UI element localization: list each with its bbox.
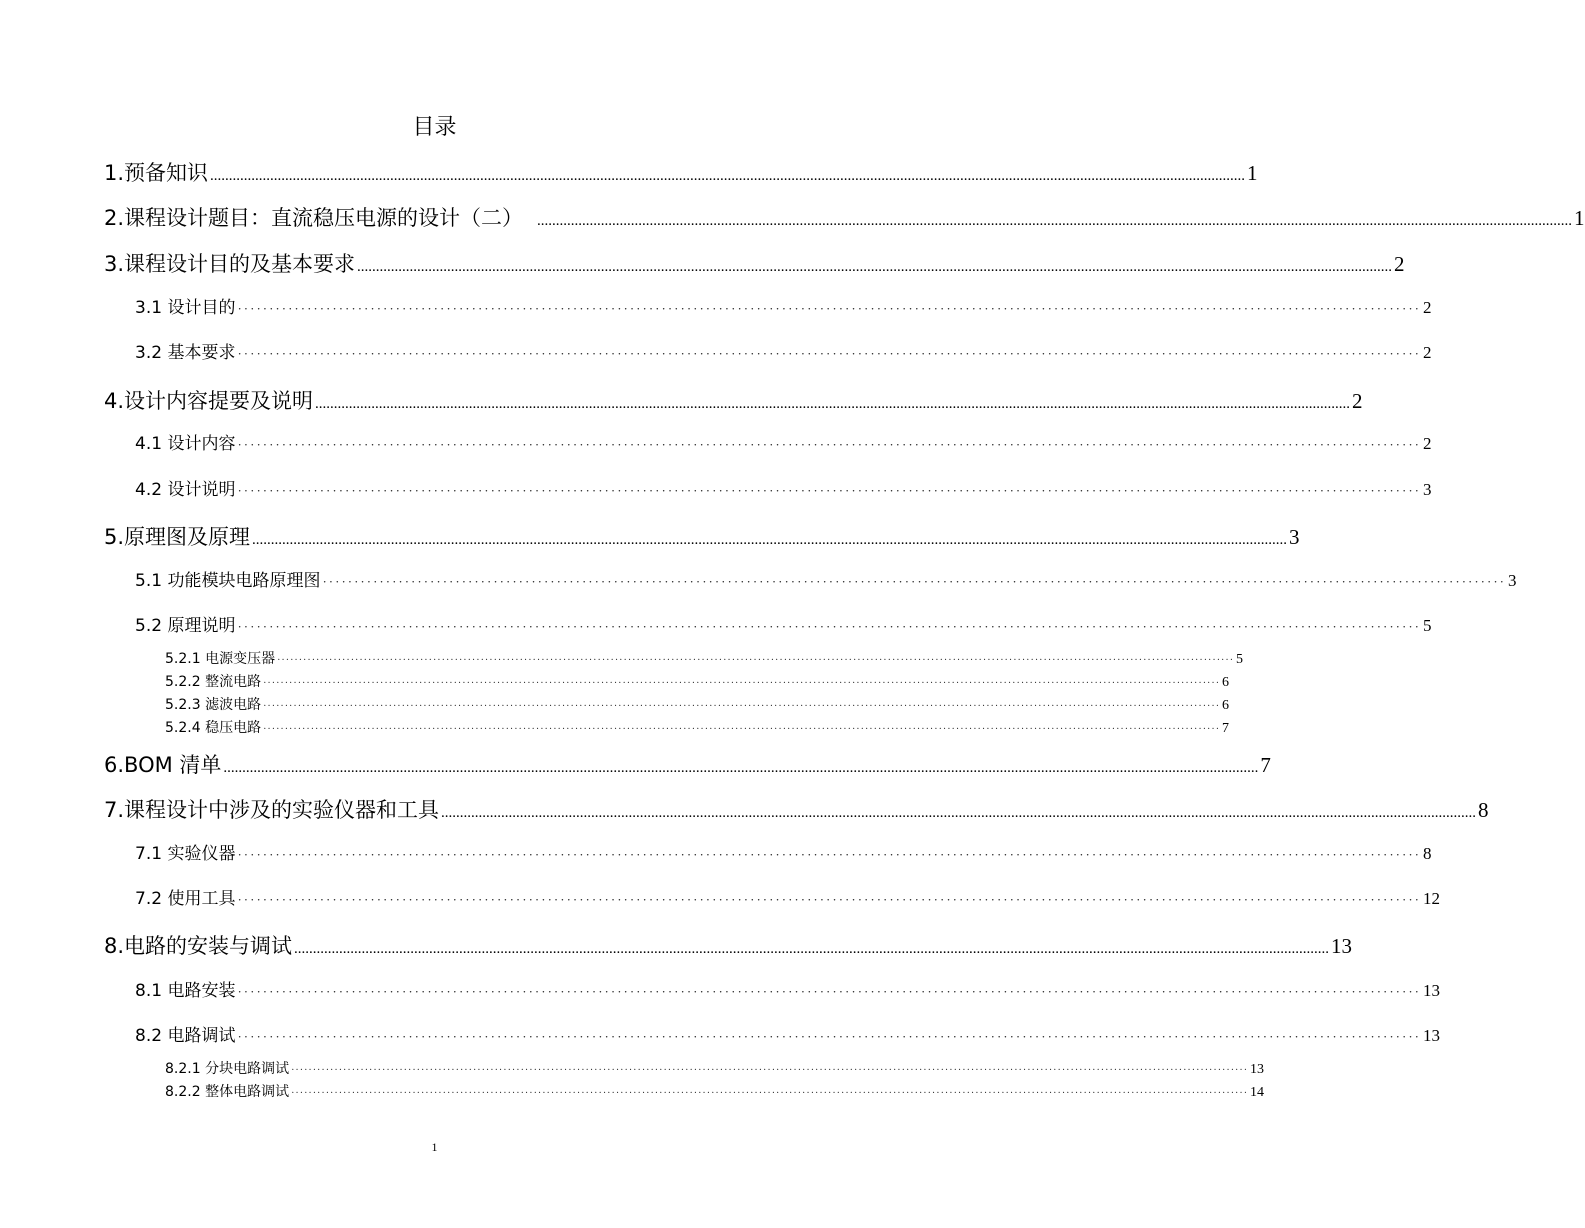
toc-entry-8-2-2[interactable] — [165, 1083, 1265, 1103]
toc-entry-8-1[interactable] — [135, 980, 1440, 1003]
toc-leader-dots: ····························································································································································································································· — [263, 678, 1221, 689]
toc-leader-dots: ····························································································································································································································· — [263, 724, 1221, 735]
toc-entry-page: 3 — [1423, 480, 1432, 499]
toc-entry-5[interactable] — [104, 524, 1300, 553]
toc-entry-label: 5.原理图及原理 — [104, 525, 251, 549]
toc-leader-dots: ····························································································································································································································· — [263, 701, 1221, 712]
toc-entry-label: 7.2 使用工具 — [135, 889, 236, 909]
toc-entry-page: 13 — [1331, 934, 1353, 958]
toc-entry-page: 13 — [1423, 1026, 1440, 1045]
toc-entry-label: 4.设计内容提要及说明 — [104, 389, 314, 413]
toc-entry-label: 4.1 设计内容 — [135, 434, 236, 454]
toc-leader-dots: ··························································································································································································· — [322, 574, 1506, 589]
toc-leader-dots: .................................................................................................................................................................................................................................................................................... — [210, 168, 1246, 184]
toc-entry-page: 8 — [1478, 798, 1489, 822]
toc-entry-label: 8.2.1 分块电路调试 — [165, 1061, 290, 1077]
toc-entry-8[interactable] — [104, 933, 1353, 962]
toc-leader-dots: .................................................................................................................................................................................................................................................................................... — [357, 259, 1393, 275]
toc-entry-page: 3 — [1289, 525, 1300, 549]
toc-entry-page: 1 — [1247, 161, 1258, 185]
toc-entry-page: 2 — [1423, 343, 1432, 362]
toc-leader-dots: ··························································································································································································· — [237, 892, 1421, 907]
toc-entry-6[interactable] — [104, 752, 1271, 781]
page-title: 目录 — [412, 115, 457, 140]
toc-entry-label: 4.2 设计说明 — [135, 480, 236, 500]
toc-entry-4-2[interactable] — [135, 479, 1432, 502]
toc-leader-dots: .................................................................................................................................................................................................................................................................................... — [252, 532, 1288, 548]
toc-entry-page: 6 — [1222, 698, 1230, 713]
toc-entry-2[interactable] — [104, 205, 1585, 234]
toc-entry-label: 3.1 设计目的 — [135, 298, 236, 318]
toc-leader-dots: ····························································································································································································································· — [277, 655, 1235, 666]
toc-entry-4[interactable] — [104, 388, 1363, 417]
toc-leader-dots: .................................................................................................................................................................................................................................................................................... — [223, 760, 1259, 776]
toc-entry-page: 12 — [1423, 889, 1440, 908]
toc-leader-dots: ··························································································································································································· — [237, 437, 1421, 452]
toc-entry-7-1[interactable] — [135, 843, 1432, 866]
toc-entry-page: 7 — [1222, 721, 1230, 736]
toc-leader-dots: .................................................................................................................................................................................................................................................................................... — [294, 941, 1330, 957]
toc-leader-dots: ··························································································································································································· — [237, 847, 1421, 862]
toc-entry-8-2[interactable] — [135, 1025, 1440, 1048]
toc-entry-label: 5.2.4 稳压电路 — [165, 720, 262, 736]
toc-leader-dots: ··························································································································································································· — [237, 483, 1421, 498]
toc-entry-page: 5 — [1423, 616, 1432, 635]
toc-entry-label: 3.课程设计目的及基本要求 — [104, 252, 356, 276]
toc-entry-4-1[interactable] — [135, 433, 1432, 456]
toc-entry-label: 5.2.2 整流电路 — [165, 674, 262, 690]
toc-leader-dots: ··························································································································································································· — [237, 1029, 1421, 1044]
toc-entry-5-2-4[interactable] — [165, 719, 1230, 739]
toc-entry-label: 5.2.1 电源变压器 — [165, 651, 276, 667]
toc-entry-3[interactable] — [104, 251, 1405, 280]
toc-entry-label: 1.预备知识 — [104, 161, 209, 185]
toc-entry-1[interactable] — [104, 160, 1258, 189]
toc-entry-page: 2 — [1423, 298, 1432, 317]
toc-entry-page: 2 — [1352, 389, 1363, 413]
toc-entry-7[interactable] — [104, 797, 1489, 826]
toc-entry-label: 8.2.2 整体电路调试 — [165, 1084, 290, 1100]
toc-entry-page: 13 — [1250, 1062, 1265, 1077]
toc-entry-label: 8.电路的安装与调试 — [104, 934, 293, 958]
toc-leader-dots: ····························································································································································································································· — [291, 1065, 1249, 1076]
toc-entry-page: 6 — [1222, 675, 1230, 690]
toc-entry-label: 7.课程设计中涉及的实验仪器和工具 — [104, 798, 440, 822]
toc-entry-page: 5 — [1236, 652, 1244, 667]
toc-entry-label: 8.2 电路调试 — [135, 1026, 236, 1046]
toc-entry-label: 5.2 原理说明 — [135, 616, 236, 636]
toc-leader-dots: ··························································································································································································· — [237, 619, 1421, 634]
toc-entry-page: 3 — [1508, 571, 1517, 590]
toc-entry-5-2-2[interactable] — [165, 673, 1230, 693]
toc-leader-dots: .................................................................................................................................................................................................................................................................................... — [315, 396, 1351, 412]
toc-entry-5-2-1[interactable] — [165, 650, 1244, 670]
toc-entry-label: 6.BOM 清单 — [104, 753, 222, 777]
toc-entry-label: 5.2.3 滤波电路 — [165, 697, 262, 713]
toc-entry-7-2[interactable] — [135, 888, 1440, 911]
toc-entry-page: 2 — [1394, 252, 1405, 276]
toc-entry-page: 7 — [1260, 753, 1271, 777]
toc-entry-5-2[interactable] — [135, 615, 1432, 638]
toc-entry-label: 8.1 电路安装 — [135, 981, 236, 1001]
toc-entry-3-2[interactable] — [135, 342, 1432, 365]
toc-leader-dots: .................................................................................................................................................................................................................................................................................... — [537, 213, 1573, 229]
toc-leader-dots: ··························································································································································································· — [237, 301, 1421, 316]
page-number: 1 — [431, 1140, 438, 1154]
toc-entry-page: 14 — [1250, 1085, 1265, 1100]
toc-entry-page: 2 — [1423, 434, 1432, 453]
toc-entry-page: 1 — [1574, 206, 1585, 230]
toc-leader-dots: ··························································································································································································· — [237, 984, 1421, 999]
toc-leader-dots: ··························································································································································································· — [237, 346, 1421, 361]
toc-entry-8-2-1[interactable] — [165, 1060, 1265, 1080]
toc-entry-label: 5.1 功能模块电路原理图 — [135, 571, 321, 591]
toc-entry-label: 7.1 实验仪器 — [135, 844, 236, 864]
toc-entry-page: 13 — [1423, 981, 1440, 1000]
toc-entry-5-1[interactable] — [135, 570, 1517, 593]
toc-entry-page: 8 — [1423, 844, 1432, 863]
toc-leader-dots: ····························································································································································································································· — [291, 1088, 1249, 1099]
toc-entry-5-2-3[interactable] — [165, 696, 1230, 716]
toc-entry-label: 3.2 基本要求 — [135, 343, 236, 363]
toc-entry-3-1[interactable] — [135, 297, 1432, 320]
toc-entry-label: 2.课程设计题目：直流稳压电源的设计（二） — [104, 206, 524, 230]
toc-leader-dots: .................................................................................................................................................................................................................................................................................... — [441, 805, 1477, 821]
